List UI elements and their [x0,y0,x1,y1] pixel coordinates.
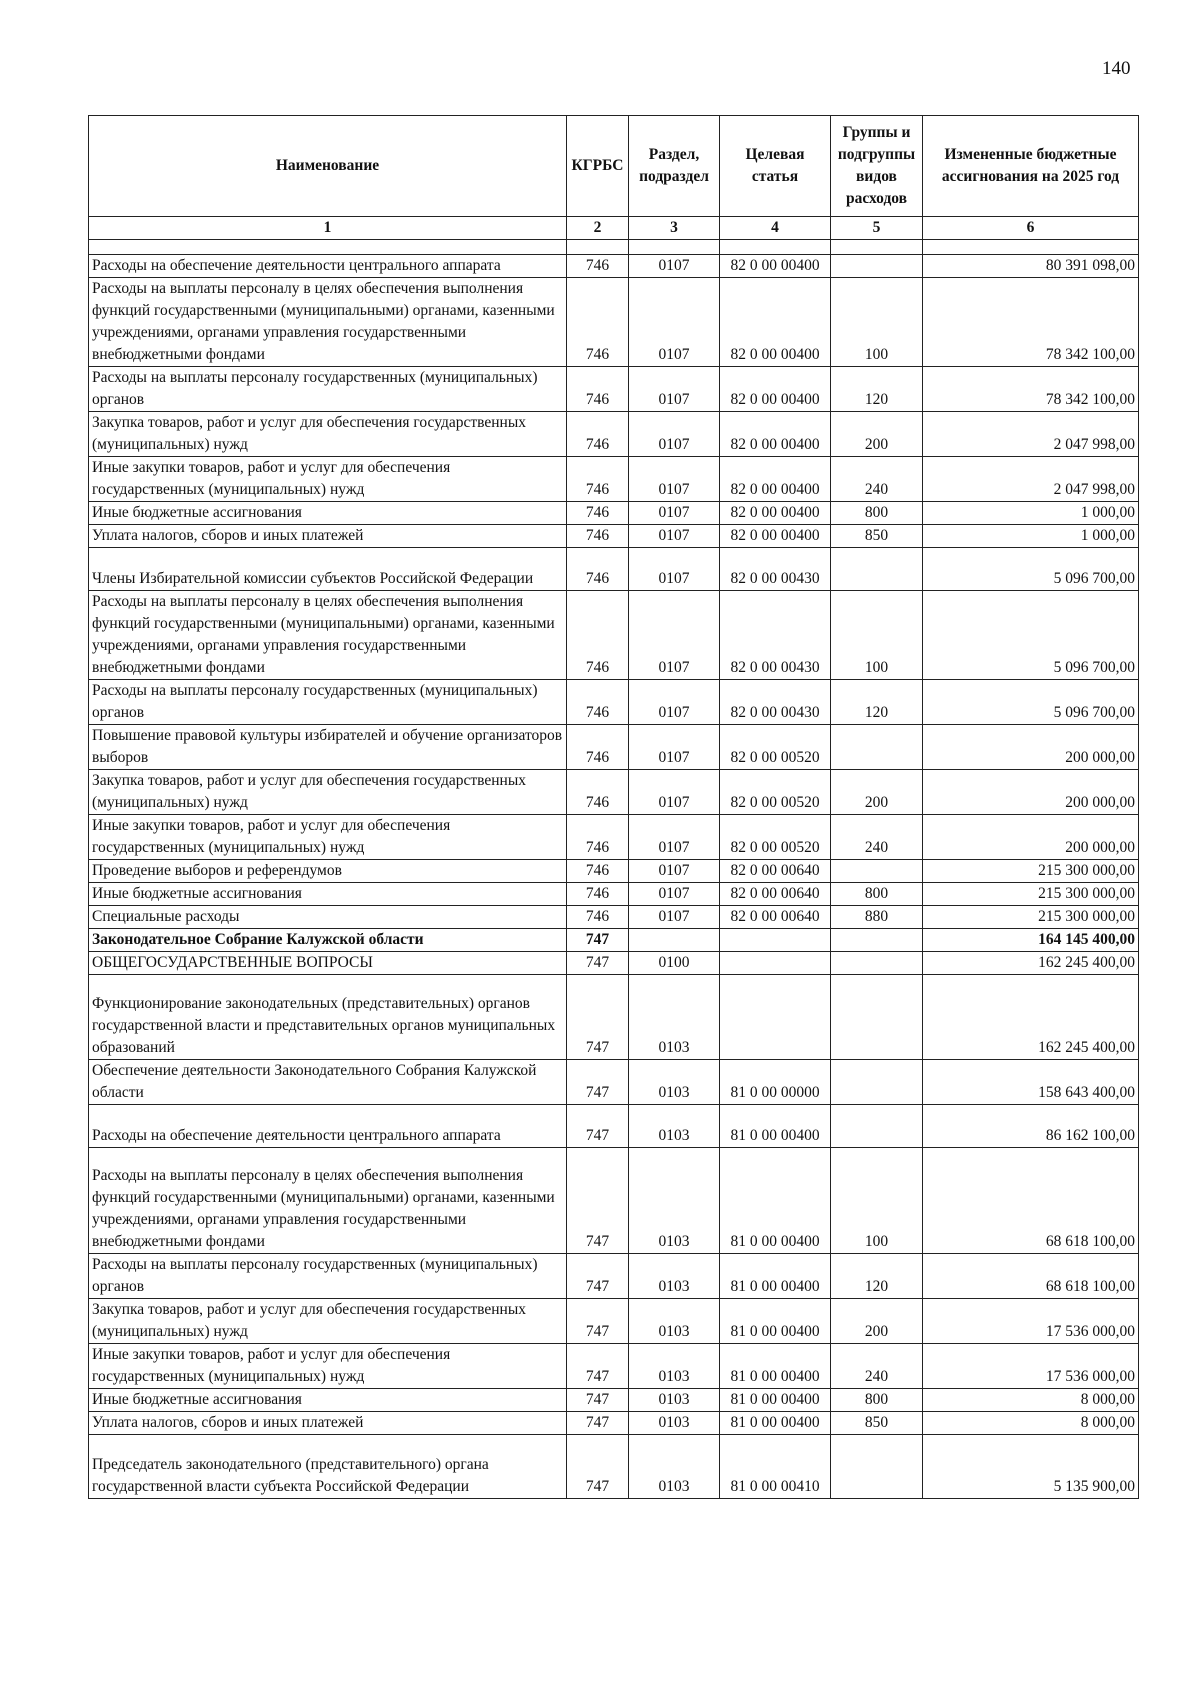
cell-target: 82 0 00 00520 [720,815,831,860]
header-section: Раздел, подраздел [629,116,720,217]
cell-amount: 17 536 000,00 [923,1344,1139,1389]
cell-target: 81 0 00 00400 [720,1412,831,1435]
cell-kgrbs: 747 [567,1254,629,1299]
page-number: 140 [1102,58,1131,79]
table-row [89,815,1139,860]
cell-section: 0107 [629,367,720,412]
cell-target: 82 0 00 00430 [720,680,831,725]
cell-kgrbs: 747 [567,1060,629,1105]
cell-name: Уплата налогов, сборов и иных платежей [89,1412,567,1435]
cell-target: 81 0 00 00400 [720,1389,831,1412]
cell-group [831,929,923,952]
cell-kgrbs: 746 [567,548,629,591]
cell-group: 880 [831,906,923,929]
column-number: 1 [89,217,567,240]
cell-kgrbs: 747 [567,1299,629,1344]
cell-name: Расходы на обеспечение деятельности центрального аппарата [89,255,567,278]
cell-group: 100 [831,1148,923,1254]
cell-kgrbs: 747 [567,975,629,1060]
cell-section: 0107 [629,525,720,548]
cell-group [831,255,923,278]
cell-name: Законодательное Собрание Калужской области [89,929,567,952]
cell-name: Члены Избирательной комиссии субъектов Российской Федерации [89,548,567,591]
table-row [89,502,1139,525]
cell-amount: 17 536 000,00 [923,1299,1139,1344]
cell-group: 240 [831,457,923,502]
cell-group [831,975,923,1060]
cell-amount: 162 245 400,00 [923,952,1139,975]
cell-kgrbs: 747 [567,952,629,975]
cell-kgrbs: 747 [567,1344,629,1389]
column-number: 2 [567,217,629,240]
cell-target: 81 0 00 00410 [720,1435,831,1499]
header-kgrbs: КГРБС [567,116,629,217]
cell-group: 100 [831,278,923,367]
cell-name: Иные бюджетные ассигнования [89,1389,567,1412]
cell-target [720,929,831,952]
cell-kgrbs: 746 [567,883,629,906]
column-number: 4 [720,217,831,240]
cell-kgrbs: 746 [567,725,629,770]
cell-group: 200 [831,412,923,457]
cell-kgrbs: 747 [567,1148,629,1254]
cell-section: 0107 [629,680,720,725]
cell-kgrbs: 746 [567,770,629,815]
table-header-row [89,116,1139,217]
cell-kgrbs: 746 [567,815,629,860]
cell-amount: 78 342 100,00 [923,278,1139,367]
cell-group: 850 [831,525,923,548]
cell-kgrbs: 746 [567,457,629,502]
cell-amount: 215 300 000,00 [923,906,1139,929]
cell-target [720,975,831,1060]
table-row [89,883,1139,906]
cell-name: Председатель законодательного (представительного) органа государственной власти субъекта Российской Федерации [89,1435,567,1499]
cell-group [831,860,923,883]
table-row [89,367,1139,412]
cell-target: 82 0 00 00400 [720,278,831,367]
column-number-row [89,217,1139,240]
column-number: 5 [831,217,923,240]
cell-section: 0107 [629,457,720,502]
cell-target: 82 0 00 00640 [720,883,831,906]
cell-target: 82 0 00 00400 [720,412,831,457]
cell-section: 0107 [629,255,720,278]
cell-name: Расходы на выплаты персоналу государственных (муниципальных) органов [89,367,567,412]
cell-group [831,1060,923,1105]
cell-group: 240 [831,815,923,860]
cell-target: 81 0 00 00400 [720,1148,831,1254]
table-row [89,1105,1139,1148]
cell-name: Уплата налогов, сборов и иных платежей [89,525,567,548]
cell-name: ОБЩЕГОСУДАРСТВЕННЫЕ ВОПРОСЫ [89,952,567,975]
cell-group [831,725,923,770]
cell-kgrbs: 746 [567,502,629,525]
cell-group: 120 [831,367,923,412]
cell-amount: 8 000,00 [923,1412,1139,1435]
table-row [89,975,1139,1060]
cell-target: 82 0 00 00640 [720,860,831,883]
table-row [89,548,1139,591]
cell-name: Иные закупки товаров, работ и услуг для обеспечения государственных (муниципальных) нужд [89,457,567,502]
table-row [89,1412,1139,1435]
cell-target: 82 0 00 00430 [720,548,831,591]
cell-kgrbs: 747 [567,1389,629,1412]
cell-section: 0103 [629,1435,720,1499]
table-row [89,525,1139,548]
cell-amount: 215 300 000,00 [923,860,1139,883]
cell-kgrbs: 746 [567,278,629,367]
cell-name: Закупка товаров, работ и услуг для обеспечения государственных (муниципальных) нужд [89,412,567,457]
cell-group [831,952,923,975]
table-row [89,1148,1139,1254]
cell-target: 81 0 00 00000 [720,1060,831,1105]
column-number: 3 [629,217,720,240]
cell-group: 240 [831,1344,923,1389]
table-body [89,240,1139,1499]
cell-group: 800 [831,883,923,906]
table-row [89,952,1139,975]
cell-group: 800 [831,1389,923,1412]
cell-section: 0107 [629,591,720,680]
cell-name: Закупка товаров, работ и услуг для обеспечения государственных (муниципальных) нужд [89,770,567,815]
cell-target: 82 0 00 00400 [720,525,831,548]
cell-name: Расходы на выплаты персоналу в целях обеспечения выполнения функций государственными (муниципальными) органами, казенными учреждениями, органами управления государственными внебюджетными фондами [89,591,567,680]
cell-name: Иные бюджетные ассигнования [89,883,567,906]
cell-target: 81 0 00 00400 [720,1344,831,1389]
cell-amount: 5 096 700,00 [923,680,1139,725]
cell-name: Иные бюджетные ассигнования [89,502,567,525]
cell-amount: 1 000,00 [923,502,1139,525]
cell-name: Расходы на выплаты персоналу государственных (муниципальных) органов [89,1254,567,1299]
cell-group: 200 [831,1299,923,1344]
header-name: Наименование [89,116,567,217]
cell-name: Специальные расходы [89,906,567,929]
cell-name: Закупка товаров, работ и услуг для обеспечения государственных (муниципальных) нужд [89,1299,567,1344]
table-row [89,1344,1139,1389]
table-row [89,1389,1139,1412]
cell-amount: 200 000,00 [923,725,1139,770]
cell-amount: 5 135 900,00 [923,1435,1139,1499]
cell-name: Повышение правовой культуры избирателей и обучение организаторов выборов [89,725,567,770]
cell-section: 0103 [629,1148,720,1254]
cell-group [831,1105,923,1148]
cell-amount: 215 300 000,00 [923,883,1139,906]
cell-target: 82 0 00 00640 [720,906,831,929]
header-target: Целевая статья [720,116,831,217]
table-row [89,680,1139,725]
cell-group: 200 [831,770,923,815]
cell-section: 0107 [629,278,720,367]
cell-kgrbs: 747 [567,1105,629,1148]
cell-name: Иные закупки товаров, работ и услуг для обеспечения государственных (муниципальных) нужд [89,1344,567,1389]
table-row [89,725,1139,770]
cell-target: 82 0 00 00400 [720,457,831,502]
cell-name: Обеспечение деятельности Законодательного Собрания Калужской области [89,1060,567,1105]
cell-target: 81 0 00 00400 [720,1105,831,1148]
cell-section: 0103 [629,1105,720,1148]
cell-section: 0103 [629,1299,720,1344]
cell-amount: 78 342 100,00 [923,367,1139,412]
cell-target: 82 0 00 00520 [720,770,831,815]
cell-name: Расходы на выплаты персоналу в целях обеспечения выполнения функций государственными (муниципальными) органами, казенными учреждениями, органами управления государственными внебюджетными фондами [89,1148,567,1254]
cell-target: 82 0 00 00400 [720,367,831,412]
cell-section: 0103 [629,1060,720,1105]
cell-amount: 162 245 400,00 [923,975,1139,1060]
cell-target: 82 0 00 00430 [720,591,831,680]
cell-name: Расходы на выплаты персоналу государственных (муниципальных) органов [89,680,567,725]
cell-name: Расходы на выплаты персоналу в целях обеспечения выполнения функций государственными (муниципальными) органами, казенными учреждениями, органами управления государственными внебюджетными фондами [89,278,567,367]
table-row [89,412,1139,457]
cell-section: 0107 [629,815,720,860]
cell-amount: 200 000,00 [923,815,1139,860]
cell-section: 0107 [629,725,720,770]
cell-kgrbs: 746 [567,860,629,883]
cell-group [831,548,923,591]
cell-name: Иные закупки товаров, работ и услуг для обеспечения государственных (муниципальных) нужд [89,815,567,860]
table-row [89,1254,1139,1299]
cell-amount: 164 145 400,00 [923,929,1139,952]
cell-section: 0103 [629,1389,720,1412]
cell-kgrbs: 746 [567,255,629,278]
cell-section: 0103 [629,1254,720,1299]
cell-kgrbs: 747 [567,1435,629,1499]
cell-amount: 200 000,00 [923,770,1139,815]
cell-amount: 2 047 998,00 [923,412,1139,457]
cell-amount: 158 643 400,00 [923,1060,1139,1105]
table-row [89,591,1139,680]
cell-kgrbs: 747 [567,929,629,952]
table-row [89,1299,1139,1344]
cell-section: 0107 [629,860,720,883]
budget-table [88,115,1139,1499]
cell-group: 120 [831,1254,923,1299]
cell-section: 0103 [629,1412,720,1435]
table-row [89,1435,1139,1499]
cell-name: Проведение выборов и референдумов [89,860,567,883]
table-row [89,457,1139,502]
cell-name: Расходы на обеспечение деятельности центрального аппарата [89,1105,567,1148]
cell-amount: 1 000,00 [923,525,1139,548]
cell-amount: 68 618 100,00 [923,1148,1139,1254]
cell-target: 82 0 00 00520 [720,725,831,770]
cell-section: 0107 [629,883,720,906]
cell-kgrbs: 746 [567,367,629,412]
cell-group: 100 [831,591,923,680]
cell-section: 0103 [629,975,720,1060]
cell-kgrbs: 746 [567,591,629,680]
header-groups: Группы и подгруппы видов расходов [831,116,923,217]
cell-amount: 80 391 098,00 [923,255,1139,278]
table-row [89,906,1139,929]
table-row [89,255,1139,278]
cell-kgrbs: 746 [567,680,629,725]
table-spacer [89,240,1139,255]
cell-group: 800 [831,502,923,525]
cell-section: 0100 [629,952,720,975]
cell-section [629,929,720,952]
table-row [89,278,1139,367]
cell-section: 0107 [629,906,720,929]
cell-section: 0107 [629,412,720,457]
cell-kgrbs: 746 [567,906,629,929]
cell-target: 82 0 00 00400 [720,502,831,525]
table-row [89,860,1139,883]
cell-amount: 2 047 998,00 [923,457,1139,502]
cell-name: Функционирование законодательных (представительных) органов государственной власти и представительных органов муниципальных образований [89,975,567,1060]
cell-amount: 8 000,00 [923,1389,1139,1412]
table-row [89,929,1139,952]
cell-target: 81 0 00 00400 [720,1254,831,1299]
cell-target: 81 0 00 00400 [720,1299,831,1344]
header-amount: Измененные бюджетные ассигнования на 2025 год [923,116,1139,217]
cell-group [831,1435,923,1499]
cell-group: 120 [831,680,923,725]
cell-section: 0107 [629,548,720,591]
cell-amount: 5 096 700,00 [923,591,1139,680]
cell-kgrbs: 747 [567,1412,629,1435]
cell-amount: 5 096 700,00 [923,548,1139,591]
cell-section: 0107 [629,770,720,815]
table-row [89,1060,1139,1105]
column-number: 6 [923,217,1139,240]
cell-section: 0107 [629,502,720,525]
cell-section: 0103 [629,1344,720,1389]
cell-amount: 86 162 100,00 [923,1105,1139,1148]
cell-target [720,952,831,975]
table-row [89,770,1139,815]
cell-amount: 68 618 100,00 [923,1254,1139,1299]
cell-target: 82 0 00 00400 [720,255,831,278]
cell-kgrbs: 746 [567,412,629,457]
cell-group: 850 [831,1412,923,1435]
cell-kgrbs: 746 [567,525,629,548]
